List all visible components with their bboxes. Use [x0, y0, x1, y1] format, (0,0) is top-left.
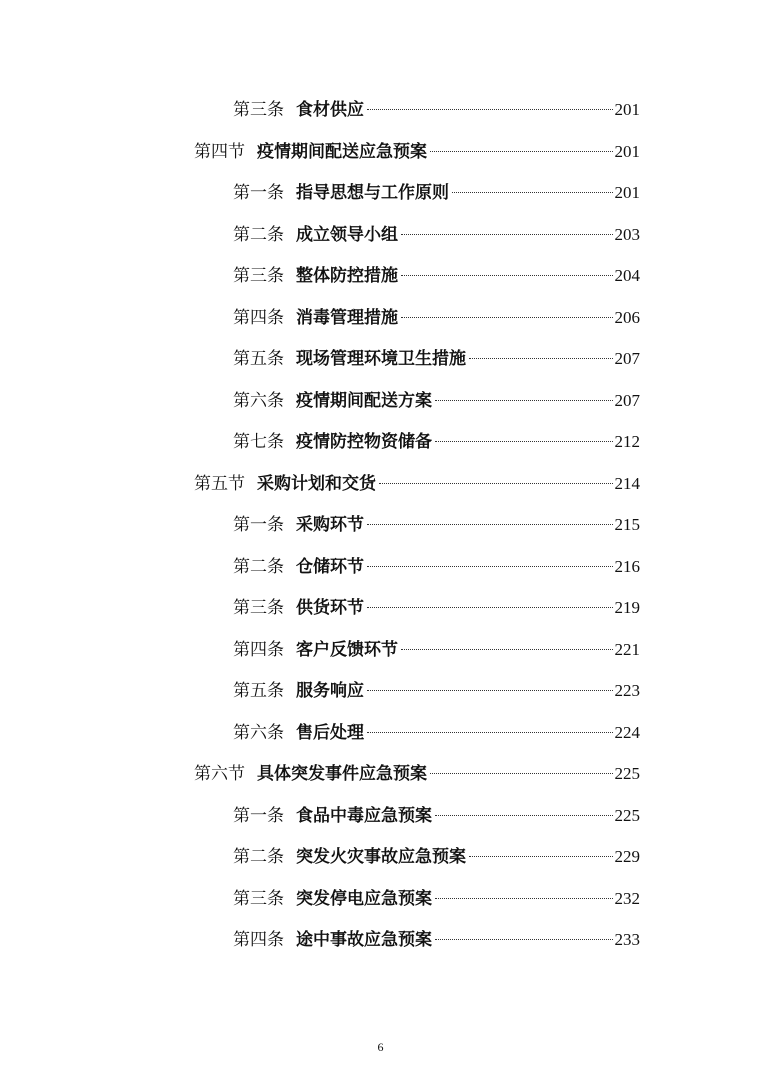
toc-entry-page: 233: [614, 930, 640, 949]
toc-article-entry[interactable]: [0, 836, 761, 878]
toc-entry-number: 第三条: [233, 888, 284, 909]
toc-entry-page: 204: [614, 266, 640, 285]
toc-entry-title: 售后处理: [296, 722, 364, 743]
toc-article-entry[interactable]: [0, 421, 761, 463]
toc-dot-leader: [430, 773, 613, 774]
toc-entry-number: 第五条: [233, 681, 284, 701]
toc-entry-title: 突发火灾事故应急预案: [296, 847, 466, 867]
toc-entry-page: 201: [614, 183, 640, 202]
toc-entry-title: 疫情期间配送应急预案: [257, 141, 427, 162]
toc-entry-title: 供货环节: [296, 598, 364, 618]
toc-entry-number: 第五节: [194, 473, 245, 494]
toc-entry-title: 整体防控措施: [296, 266, 398, 286]
toc-entry-number: 第三条: [233, 598, 284, 618]
toc-entry-page: 223: [614, 681, 640, 700]
toc-dot-leader: [435, 815, 613, 816]
toc-article-entry[interactable]: [0, 919, 761, 961]
toc-entry-title: 现场管理环境卫生措施: [296, 349, 466, 369]
toc-entry-title: 客户反馈环节: [296, 639, 398, 660]
toc-entry-title: 食品中毒应急预案: [296, 805, 432, 826]
toc-dot-leader: [469, 856, 613, 857]
toc-article-entry[interactable]: [0, 629, 761, 671]
toc-article-entry[interactable]: [0, 172, 761, 214]
toc-dot-leader: [435, 898, 613, 899]
toc-entry-number: 第四条: [233, 639, 284, 660]
toc-article-entry[interactable]: [0, 89, 761, 131]
toc-section-entry[interactable]: [0, 753, 761, 795]
toc-entry-number: 第二条: [233, 224, 284, 245]
toc-entry-page: 221: [614, 639, 640, 659]
toc-entry-number: 第一条: [233, 183, 284, 203]
toc-entry-page: 224: [614, 722, 640, 742]
toc-entry-page: 214: [614, 473, 640, 493]
toc-article-entry[interactable]: [0, 878, 761, 920]
toc-entry-number: 第四条: [233, 307, 284, 328]
toc-entry-title: 具体突发事件应急预案: [257, 764, 427, 784]
toc-entry-number: 第六条: [233, 722, 284, 743]
toc-section-entry[interactable]: [0, 131, 761, 173]
toc-entry-page: 219: [614, 598, 640, 617]
toc-entry-page: 232: [614, 888, 640, 908]
toc-dot-leader: [401, 234, 613, 235]
toc-entry-number: 第四条: [233, 930, 284, 950]
toc-entry-page: 215: [614, 515, 640, 534]
toc-entry-page: 201: [614, 100, 640, 119]
toc-entry-number: 第五条: [233, 349, 284, 369]
toc-dot-leader: [435, 441, 613, 442]
toc-article-entry[interactable]: [0, 380, 761, 422]
toc-entry-page: 229: [614, 847, 640, 866]
toc-entry-page: 207: [614, 349, 640, 368]
toc-entry-title: 疫情期间配送方案: [296, 390, 432, 411]
toc-dot-leader: [435, 400, 613, 401]
toc-entry-number: 第七条: [233, 432, 284, 452]
toc-entry-title: 成立领导小组: [296, 224, 398, 245]
toc-entry-title: 途中事故应急预案: [296, 930, 432, 950]
toc-article-entry[interactable]: [0, 670, 761, 712]
toc-entry-page: 216: [614, 556, 640, 576]
toc-entry-number: 第二条: [233, 556, 284, 577]
toc-entry-title: 疫情防控物资储备: [296, 432, 432, 452]
toc-dot-leader: [379, 483, 613, 484]
toc-dot-leader: [401, 649, 613, 650]
toc-dot-leader: [367, 607, 613, 608]
toc-entry-page: 212: [614, 432, 640, 451]
toc-article-entry[interactable]: [0, 712, 761, 754]
toc-article-entry[interactable]: [0, 504, 761, 546]
toc-dot-leader: [367, 732, 613, 733]
toc-dot-leader: [401, 275, 613, 276]
toc-entry-title: 指导思想与工作原则: [296, 183, 449, 203]
toc-entry-title: 采购计划和交货: [257, 473, 376, 494]
toc-dot-leader: [367, 524, 613, 525]
toc-entry-title: 采购环节: [296, 515, 364, 535]
toc-article-entry[interactable]: [0, 795, 761, 837]
toc-entry-page: 207: [614, 390, 640, 410]
toc-entry-page: 201: [614, 141, 640, 161]
toc-entry-number: 第一条: [233, 515, 284, 535]
toc-dot-leader: [430, 151, 613, 152]
toc-entry-number: 第四节: [194, 141, 245, 162]
toc-entry-number: 第三条: [233, 266, 284, 286]
toc-section-entry[interactable]: [0, 463, 761, 505]
toc-dot-leader: [469, 358, 613, 359]
toc-entry-title: 食材供应: [296, 100, 364, 120]
table-of-contents: [0, 89, 761, 961]
toc-dot-leader: [367, 690, 613, 691]
toc-article-entry[interactable]: [0, 587, 761, 629]
toc-entry-number: 第六节: [194, 764, 245, 784]
toc-entry-page: 225: [614, 805, 640, 825]
toc-article-entry[interactable]: [0, 338, 761, 380]
toc-entry-page: 203: [614, 224, 640, 244]
toc-article-entry[interactable]: [0, 214, 761, 256]
toc-entry-number: 第三条: [233, 100, 284, 120]
toc-entry-title: 消毒管理措施: [296, 307, 398, 328]
toc-dot-leader: [367, 109, 613, 110]
toc-dot-leader: [435, 939, 613, 940]
toc-entry-number: 第二条: [233, 847, 284, 867]
toc-article-entry[interactable]: [0, 297, 761, 339]
toc-entry-page: 225: [614, 764, 640, 783]
toc-entry-title: 仓储环节: [296, 556, 364, 577]
toc-dot-leader: [401, 317, 613, 318]
page-number: 6: [377, 1040, 384, 1054]
toc-entry-number: 第一条: [233, 805, 284, 826]
toc-article-entry[interactable]: [0, 255, 761, 297]
toc-dot-leader: [367, 566, 613, 567]
toc-article-entry[interactable]: [0, 546, 761, 588]
toc-entry-title: 服务响应: [296, 681, 364, 701]
toc-dot-leader: [452, 192, 613, 193]
toc-entry-title: 突发停电应急预案: [296, 888, 432, 909]
toc-entry-page: 206: [614, 307, 640, 327]
toc-entry-number: 第六条: [233, 390, 284, 411]
